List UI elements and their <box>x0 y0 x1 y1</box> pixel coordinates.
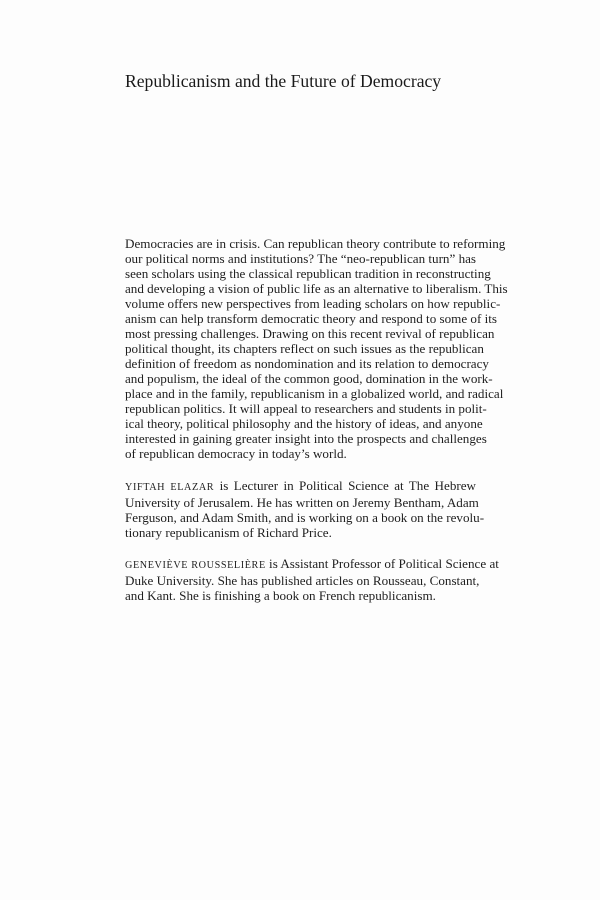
description-line: volume offers new perspectives from leading scholars on how republic- <box>125 296 501 311</box>
author-bio-elazar <box>125 478 485 540</box>
back-cover-content <box>125 236 508 603</box>
bio-line: and Kant. She is finishing a book on French republicanism. <box>125 588 436 603</box>
description-line: of republican democracy in today’s world. <box>125 446 347 461</box>
author-bio-rousseliere <box>125 556 499 603</box>
description-line: ical theory, political philosophy and the history of ideas, and anyone <box>125 416 483 431</box>
description-line: republican politics. It will appeal to researchers and students in polit- <box>125 401 487 416</box>
author-name: YIFTAH ELAZAR <box>125 482 215 493</box>
bio-line: Ferguson, and Adam Smith, and is working on a book on the revolu- <box>125 510 485 525</box>
description-line: and populism, the ideal of the common good, domination in the work- <box>125 371 493 386</box>
description-line: seen scholars using the classical republican tradition in reconstructing <box>125 266 491 281</box>
description-line: definition of freedom as nondomination and its relation to democracy <box>125 356 489 371</box>
bio-line: University of Jerusalem. He has written on Jeremy Bentham, Adam <box>125 495 479 510</box>
author-name: GENEVIÈVE ROUSSELIÈRE <box>125 560 266 571</box>
description-line: interested in gaining greater insight into the prospects and challenges <box>125 431 487 446</box>
description-line: Democracies are in crisis. Can republican theory contribute to reforming <box>125 236 506 251</box>
description-line: our political norms and institutions? The “neo-republican turn” has <box>125 251 477 266</box>
description-line: political thought, its chapters reflect on such issues as the republican <box>125 341 484 356</box>
bio-text: is Assistant Professor of Political Science at <box>265 556 499 571</box>
book-title: Republicanism and the Future of Democracy <box>125 71 442 91</box>
description-line: and developing a vision of public life as an alternative to liberalism. This <box>125 281 508 296</box>
bio-first-line <box>125 478 476 495</box>
description-line: place and in the family, republicanism in a globalized world, and radical <box>125 386 504 401</box>
bio-text: is Lecturer in Political Science at The Hebrew <box>214 478 476 493</box>
bio-first-line <box>125 556 499 573</box>
book-description <box>125 236 508 461</box>
description-line: most pressing challenges. Drawing on this recent revival of republican <box>125 326 495 341</box>
bio-line: Duke University. She has published articles on Rousseau, Constant, <box>125 573 480 588</box>
bio-line: tionary republicanism of Richard Price. <box>125 525 332 540</box>
description-line: anism can help transform democratic theory and respond to some of its <box>125 311 497 326</box>
